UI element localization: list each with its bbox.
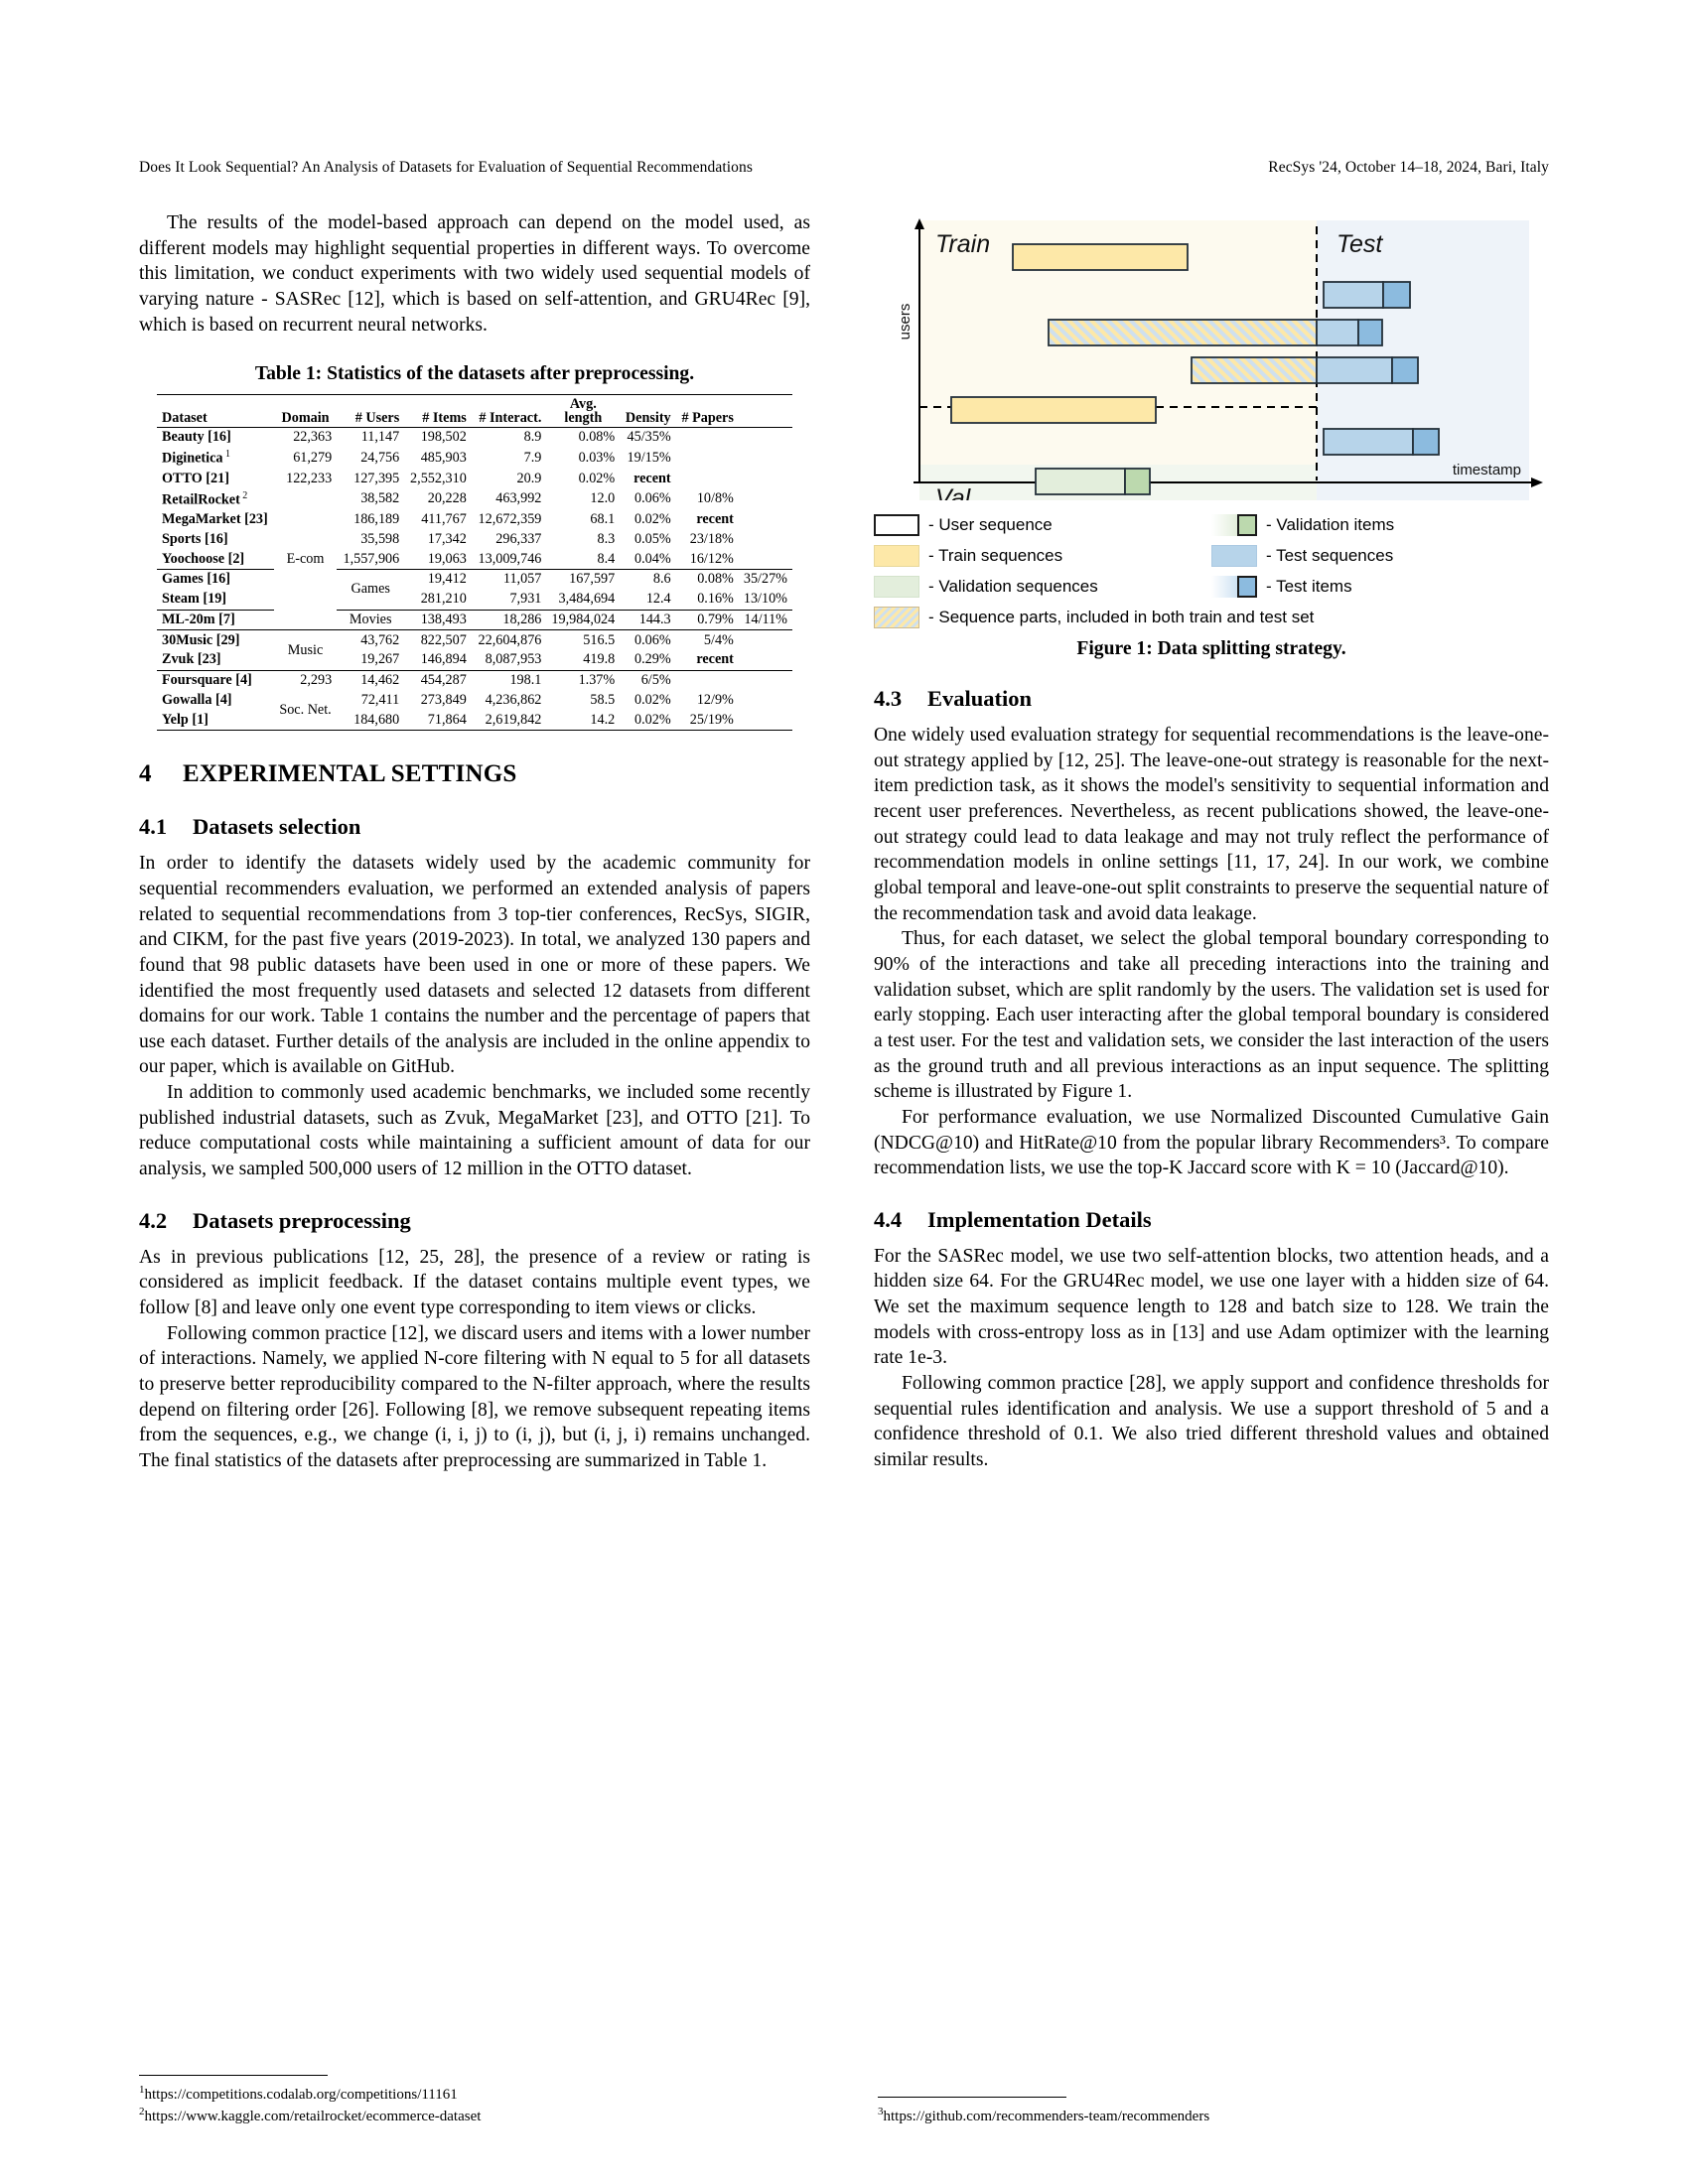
col-avg-length-line1: Avg. [569,395,597,412]
cell-dataset: Sports [16] [162,530,228,547]
legend-row-4 [874,607,1549,628]
table-row [157,428,792,448]
test-item-bar-1 [1383,282,1410,308]
col-papers: # Papers [681,410,734,427]
footnotes-right [878,2097,1553,2126]
heading-section-4-1 [139,814,810,840]
two-column-body [139,210,1549,1474]
validation-items-swatch-icon [1211,514,1257,536]
legend-item-shared-parts [874,607,1549,628]
cell-items: 11,147 [360,429,400,446]
cell-dataset: Gowalla [4] [162,692,232,709]
cell-papers: 13/10% [743,591,787,608]
cell-papers: recent [633,470,671,486]
table-caption: Table 1: Statistics of the datasets after preprocessing. [254,363,695,385]
footnote-2-text: https://www.kaggle.com/retailrocket/ecommerce-dataset [144,2108,482,2124]
cell-papers: 35/27% [743,571,787,588]
cell-items: 7,931 [509,591,542,608]
cell-interactions: 4,236,862 [485,692,542,709]
cell-avg-length: 419.8 [583,651,616,668]
footnote-rule-right [878,2097,1066,2098]
legend-item-train-sequences [874,545,1211,567]
cell-papers: 10/8% [696,490,734,507]
test-item-bar-3 [1392,357,1418,383]
cell-density: 0.04% [633,550,671,567]
cell-density: 1.37% [578,672,616,689]
y-axis-label: users [897,303,914,341]
train-region-label: Train [935,230,991,258]
table-row [157,569,792,589]
section-4-2-title: Datasets preprocessing [193,1207,411,1233]
cell-users: 184,680 [353,711,400,728]
cell-items: 11,057 [502,571,542,588]
paragraph-4-1-1: In order to identify the datasets widely used by the academic community for sequential recommenders evaluation, we performed an extended analysis of papers related to sequential recommendations from 3 top-tier conferences, RecSys, SIGIR, and CIKM, for the past five years (2019-2023). In total, we analyzed 130 papers and found that 98 public datasets have been used in one or more of these papers. We identified the most frequently used datasets and selected 12 datasets from different domains for our work. Table 1 contains the number and the percentage of papers that use each dataset. Further details of the analysis are included in the online appendix to our paper, which is available on GitHub. [139,853,810,1078]
cell-papers: 45/35% [627,429,671,446]
cell-avg-length: 12.4 [645,591,671,608]
cell-papers: recent [696,651,734,668]
table-row [157,510,792,530]
table-row [157,549,792,569]
footnote-3 [878,2105,1553,2126]
legend-label-train-sequences: - Train sequences [928,546,1063,565]
legend-label-validation-sequences: - Validation sequences [928,577,1098,596]
cell-interactions: 13,009,746 [478,550,542,567]
cell-dataset: Games [16] [162,571,230,588]
cell-items: 20,228 [427,490,467,507]
footnote-3-marker: 3 [878,2105,884,2117]
cell-density: 0.03% [578,450,616,467]
col-avg-length-line2: length [564,410,603,427]
footnote-1-marker: 1 [139,2083,145,2096]
cell-domain: Music [287,641,324,658]
cell-interactions: 3,484,694 [558,591,616,608]
cell-users: 122,233 [286,470,333,486]
legend-item-test-items [1211,576,1549,598]
cell-users: 186,189 [353,511,400,528]
cell-papers: 25/19% [689,711,734,728]
validation-item-bar-1 [1125,469,1150,494]
legend-item-user-sequence [874,514,1211,536]
x-axis-label: timestamp [1452,462,1521,478]
legend-row-2 [874,545,1549,567]
table-row [157,630,792,650]
test-region-label: Test [1336,230,1383,258]
cell-papers: 5/4% [703,631,734,648]
figure-canvas [874,212,1549,500]
table-header-row [157,395,792,428]
x-axis-arrow [1531,478,1543,487]
cell-interactions: 463,992 [495,490,542,507]
cell-papers: 6/5% [640,672,671,689]
validation-sequence-bar-1 [1036,469,1125,494]
heading-section-4-3 [874,686,1549,712]
cell-users: 43,762 [360,631,400,648]
test-sequence-bar-1 [1324,282,1383,308]
cell-avg-length: 144.3 [638,611,671,627]
shared-parts-swatch-icon [874,607,919,628]
section-4-1-number: 4.1 [139,814,168,840]
cell-density: 0.02% [633,692,671,709]
cell-dataset: 30Music [29] [162,631,240,648]
cell-items: 19,063 [427,550,467,567]
validation-sequences-swatch-icon [874,576,919,598]
val-region-label: Val [935,484,971,500]
cell-papers: 23/18% [689,530,734,547]
cell-density: 0.29% [633,651,671,668]
cell-interactions: 8,087,953 [485,651,542,668]
cell-interactions: 454,287 [420,672,467,689]
cell-dataset: MegaMarket [23] [162,511,268,528]
cell-avg-length: 58.5 [590,692,616,709]
cell-density: 0.06% [633,490,671,507]
data-splitting-diagram [874,212,1549,500]
section-4-number: 4 [139,760,152,788]
cell-interactions: 296,337 [495,530,542,547]
cell-density: 0.08% [697,571,734,588]
test-item-bar-4 [1413,429,1439,455]
section-4-3-number: 4.3 [874,686,903,711]
cell-items: 14,462 [360,672,400,689]
cell-density: 0.02% [578,470,616,486]
cell-domain: Games [351,581,390,598]
cell-avg-length: 20.9 [516,470,542,486]
cell-users: 72,411 [360,692,400,709]
footnote-2 [139,2105,814,2126]
cell-papers: 19/15% [627,450,671,467]
cell-interactions: 19,984,024 [551,611,616,627]
dataset-footnote-marker: 2 [239,489,248,501]
cell-density: 0.06% [633,631,671,648]
cell-users: 35,598 [360,530,400,547]
paragraph-intro: The results of the model-based approach can depend on the model used, as different models may highlight sequential properties in different ways. To overcome this limitation, we conduct experiments with two widely used sequential models of varying nature - SASRec [12], which is based on self-attention, and GRU4Rec [9], which is based on recurrent neural networks. [139,212,810,336]
col-items: # Items [422,410,467,427]
footnote-1 [139,2083,814,2105]
figure-caption: Figure 1: Data splitting strategy. [1076,638,1346,659]
legend-label-validation-items: - Validation items [1266,515,1395,534]
cell-papers: 14/11% [744,611,787,627]
legend-item-validation-items [1211,514,1549,536]
cell-avg-length: 198.1 [509,672,542,689]
section-4-4-title: Implementation Details [927,1206,1152,1232]
table-row [157,650,792,670]
legend-label-test-items: - Test items [1266,577,1352,596]
legend-item-test-sequences [1211,545,1549,567]
test-sequence-bar-4 [1324,429,1413,455]
cell-users: 138,493 [420,611,467,627]
cell-interactions: 12,672,359 [478,511,542,528]
paragraph-4-4-1: For the SASRec model, we use two self-attention blocks, two attention heads, and a hidden size 64. For the GRU4Rec model, we use one layer with a hidden size of 64. We set the maximum sequence length to 128 and batch size to 128. We train the models with cross-entropy loss as in [13] and use Adam optimizer with the learning rate 1e-3. [874,1245,1549,1369]
cell-domain: Soc. Net. [279,701,332,718]
table-row [157,488,792,510]
legend-item-validation-sequences [874,576,1211,598]
table-row [157,670,792,690]
cell-items: 17,342 [427,530,467,547]
cell-density: 0.02% [633,511,671,528]
paragraph-4-2-1: As in previous publications [12, 25, 28], the presence of a review or rating is considered as implicit feedback. If the dataset contains multiple event types, we follow [8] and leave only one event type corresponding to item views or clicks. [139,1246,810,1319]
col-domain: Domain [281,410,330,427]
paragraph-4-4-2: Following common practice [28], we apply support and confidence thresholds for sequential rules identification and analysis. We use a support threshold of 5 and a confidence threshold of 0.1. We also tried different threshold values and obtained similar results. [874,1373,1549,1471]
right-column [874,210,1549,1474]
cell-dataset: ML-20m [7] [162,611,235,627]
paragraph-4-3-1: One widely used evaluation strategy for sequential recommendations is the leave-one-out strategy applied by [12, 25]. The leave-one-out strategy is reasonable for the next-item prediction task, as it shows the model's sensitivity to sequential information and recent user preferences. Nevertheless, as recent publications showed, the leave-one-out strategy could lead to data leakage and may not truly reflect the performance of recommendation models in online settings [11, 17, 24]. In our work, we combine global temporal and leave-one-out split constraints to preserve the sequential nature of the recommendation task and avoid data leakage. [874,725,1549,924]
cell-users: 2,293 [300,672,333,689]
train-sequences-swatch-icon [874,545,919,567]
cell-users: 19,412 [427,571,467,588]
cell-papers: recent [696,511,734,528]
footnote-rule-left [139,2075,328,2076]
cell-avg-length: 516.5 [583,631,616,648]
section-4-3-title: Evaluation [927,686,1033,711]
table-body [157,428,792,731]
cell-papers: 16/12% [689,550,734,567]
cell-users: 19,267 [360,651,400,668]
col-avg-length [546,395,620,428]
cell-density: 0.05% [633,530,671,547]
left-column [139,210,810,1474]
statistics-table [157,394,792,731]
paragraph-4-2-2: Following common practice [12], we discard users and items with a lower number of interactions. Namely, we applied N-core filtering with N equal to 5 for all datasets to preserve better reproducibility compared to the N-filter approach, where the results depend on filtering order [26]. Following [8], we remove subsequent repeating items from the sequences, e.g., we change (i, i, j) to (i, j), but (i, j, i) remains unchanged. The final statistics of the datasets after preprocessing are summarized in Table 1. [139,1322,810,1471]
cell-avg-length: 8.4 [597,550,616,567]
cell-items: 127,395 [353,470,400,486]
test-item-bar-2 [1358,320,1382,345]
cell-avg-length: 8.3 [597,530,616,547]
legend-row-1 [874,514,1549,536]
col-users: # Users [354,410,400,427]
footnote-3-text: https://github.com/recommenders-team/recommenders [883,2108,1210,2124]
cell-domain: Movies [349,611,392,627]
paragraph-4-3-2: Thus, for each dataset, we select the global temporal boundary corresponding to 90% of the interactions and take all preceding interactions into the training and validation subset, which are split randomly by the users. The validation set is used for early stopping. Each user interacting after the global temporal boundary is considered a test user. For the test and validation sets, we consider the last interaction of the users as the ground truth and all previous interactions as an input sequence. The splitting scheme is illustrated by Figure 1. [874,928,1549,1103]
cell-interactions: 167,597 [569,571,616,588]
col-density: Density [625,410,671,427]
cell-papers: 12/9% [696,692,734,709]
footnote-1-text: https://competitions.codalab.org/competitions/11161 [144,2086,458,2103]
running-head-right: RecSys '24, October 14–18, 2024, Bari, Italy [1268,159,1549,176]
cell-users: 281,210 [420,591,467,608]
running-head [139,159,1549,177]
cell-items: 822,507 [420,631,467,648]
cell-density: 0.02% [633,711,671,728]
cell-domain: E-com [286,550,325,567]
cell-density: 0.16% [697,591,734,608]
cell-dataset: Beauty [16] [162,429,231,446]
table-row [157,469,792,488]
cell-items: 18,286 [502,611,542,627]
cell-dataset: Yoochoose [2] [162,550,245,567]
paragraph-4-1-2: In addition to commonly used academic benchmarks, we included some recently published industrial datasets, such as Zvuk, MegaMarket [23], and OTTO [21]. To reduce computational costs while maintaining a sufficient amount of data for our analysis, we sampled 500,000 users of 12 million in the OTTO dataset. [139,1082,810,1180]
cell-dataset: Yelp [1] [162,711,209,728]
col-interactions: # Interact. [479,410,542,427]
cell-avg-length: 8.9 [523,429,542,446]
table-head [157,395,792,428]
running-head-left: Does It Look Sequential? An Analysis of Datasets for Evaluation of Sequential Recommendations [139,159,753,176]
cell-avg-length: 12.0 [590,490,616,507]
cell-avg-length: 14.2 [590,711,616,728]
section-4-title: EXPERIMENTAL SETTINGS [183,760,517,788]
figure-1 [874,212,1549,660]
test-sequence-bar-3 [1317,357,1392,383]
cell-interactions: 22,604,876 [478,631,542,648]
legend-row-3 [874,576,1549,598]
figure-legend [874,514,1549,628]
section-4-4-number: 4.4 [874,1206,903,1232]
cell-items: 24,756 [360,450,400,467]
cell-dataset: RetailRocket $^2$ [162,489,248,508]
table-row [157,448,792,470]
cell-avg-length: 8.6 [652,571,671,588]
footnotes-left [139,2075,814,2126]
cell-interactions: 2,619,842 [485,711,542,728]
cell-interactions: 485,903 [420,450,467,467]
test-sequence-bar-2 [1317,320,1358,345]
cell-interactions: 198,502 [420,429,467,446]
test-sequences-swatch-icon [1211,545,1257,567]
user-sequence-swatch-icon [874,514,919,536]
cell-dataset: Steam [19] [162,591,227,608]
cell-items: 71,864 [427,711,467,728]
cell-users: 38,582 [360,490,400,507]
cell-dataset: Foursquare [4] [162,672,252,689]
cell-dataset: Zvuk [23] [162,651,221,668]
section-4-2-number: 4.2 [139,1207,168,1233]
heading-section-4 [139,760,810,788]
legend-label-shared-parts: - Sequence parts, included in both train and test set [928,608,1315,626]
cell-avg-length: 7.9 [523,450,542,467]
train-sequence-bar-1 [1013,244,1188,270]
cell-items: 273,849 [420,692,467,709]
table-row [157,710,792,730]
heading-section-4-4 [874,1207,1549,1233]
cell-density: 0.08% [578,429,616,446]
cell-dataset: OTTO [21] [162,470,229,486]
train-sequence-bar-2 [951,397,1156,423]
cell-items: 411,767 [421,511,467,528]
shared-sequence-bar-1 [1049,320,1317,345]
legend-label-test-sequences: - Test sequences [1266,546,1394,565]
table-row [157,529,792,549]
cell-density: 0.79% [697,611,734,627]
cell-interactions: 2,552,310 [410,470,467,486]
table-row [157,590,792,610]
col-dataset: Dataset [162,410,208,427]
section-4-1-title: Datasets selection [193,814,361,840]
cell-avg-length: 68.1 [590,511,616,528]
heading-section-4-2 [139,1208,810,1234]
cell-dataset: Diginetica $^1$ [162,449,230,467]
cell-users: 61,279 [293,450,333,467]
cell-users: 22,363 [293,429,333,446]
dataset-footnote-marker: 1 [222,449,230,461]
footnote-2-marker: 2 [139,2105,145,2117]
table-row [157,610,792,630]
legend-label-user-sequence: - User sequence [928,515,1053,534]
test-items-swatch-icon [1211,576,1257,598]
cell-users: 1,557,906 [343,550,400,567]
table-row [157,691,792,711]
cell-items: 146,894 [420,651,467,668]
shared-sequence-bar-2 [1192,357,1317,383]
paragraph-4-3-3: For performance evaluation, we use Normalized Discounted Cumulative Gain (NDCG@10) and HitRate@10 from the popular library Recommenders³. To compare recommendation lists, we use the top-K Jaccard score with K = 10 (Jaccard@10). [874,1106,1549,1179]
